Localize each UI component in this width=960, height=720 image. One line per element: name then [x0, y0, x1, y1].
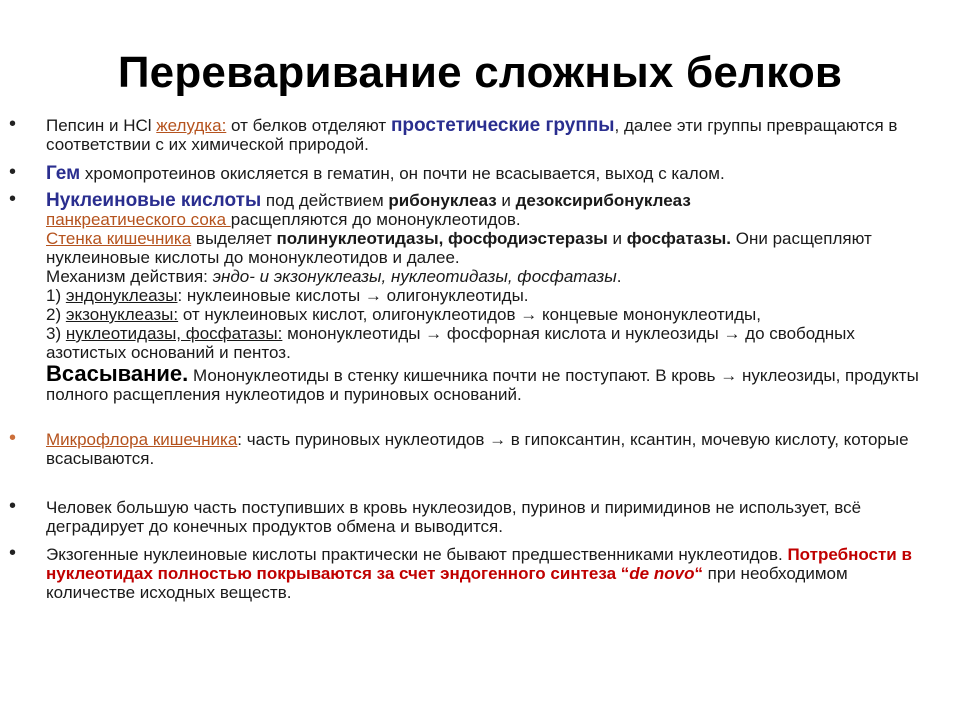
enzyme-ribonuclease: рибонуклеаз — [388, 191, 497, 210]
bullet-item-heme — [9, 161, 926, 184]
text: Пепсин и HCl — [46, 116, 157, 135]
bullet-dot-icon: • — [9, 427, 17, 449]
link-intestinal-microflora[interactable]: Микрофлора кишечника — [46, 430, 238, 449]
bullet-dot-icon: • — [9, 113, 17, 135]
absorption-paragraph — [46, 361, 926, 404]
bullet-dot-icon: • — [9, 188, 17, 210]
step-text: мононуклеотиды → фосфорная кислота и нуклеозиды → до свободных азотистых оснований и пентоз. — [46, 324, 855, 362]
line — [46, 191, 926, 210]
highlight-text: Потребности в нуклеотидах полностью покрываются за счет эндогенного синтеза “ — [46, 545, 912, 583]
mechanism-line — [46, 267, 926, 286]
text: , далее эти группы превращаются в соответствии с их химической природой. — [46, 116, 898, 154]
line — [46, 210, 926, 229]
text: : часть пуриновых нуклеотидов → в гипоксантин, ксантин, мочевую кислоту, которые всасываются. — [46, 430, 909, 468]
mechanism-items: эндо- и экзонуклеазы, нуклеотидазы, фосфатазы — [212, 267, 617, 286]
enzyme-deoxyribonuclease: дезоксирибонуклеаз — [515, 191, 691, 210]
bullet-item-exogenous — [9, 542, 926, 602]
bullet-item-human — [9, 495, 926, 536]
bullet-dot-icon: • — [9, 161, 17, 183]
link-stomach[interactable]: желудка: — [156, 116, 227, 135]
bullet-dot-icon: • — [9, 495, 17, 517]
text: Человек большую часть поступивших в кровь нуклеозидов, пуринов и пиримидинов не использует, всё деградирует до конечных продуктов обмена и выводится. — [46, 498, 862, 536]
step-number: 2) — [46, 305, 66, 324]
enzyme-phosphatases: фосфатазы. — [626, 229, 732, 248]
bullet-item-pepsin — [9, 113, 926, 154]
text: при необходимом количестве исходных веществ. — [46, 564, 848, 602]
step-number: 1) — [46, 286, 66, 305]
text: Механизм действия: — [46, 267, 213, 286]
text: хромопротеинов окисляется в гематин, он почти не всасывается, выход с калом. — [80, 164, 725, 183]
absorption-text: Мононуклеотиды в стенку кишечника почти не поступают. В кровь → нуклеозиды, продукты полного расщепления нуклеотидов и пуриновых оснований. — [46, 366, 919, 404]
term-nucleic-acids: Нуклеиновые кислоты — [46, 190, 262, 211]
text: Экзогенные нуклеиновые кислоты практически не бывают предшественниками нуклеотидов. — [46, 545, 788, 564]
bullet-dot-icon: • — [9, 542, 17, 564]
enzyme-polynucleotidases: полинуклеотидазы, фосфодиэстеразы — [276, 229, 608, 248]
text: и — [496, 191, 516, 210]
bullet-item-nucleic-acids — [9, 188, 926, 404]
step-1 — [46, 286, 926, 305]
highlight-quote: “ — [694, 564, 703, 583]
text: Они расщепляют нуклеиновые кислоты до мононуклеотидов и далее. — [46, 229, 872, 267]
step-3 — [46, 324, 926, 362]
text: выделяет — [191, 229, 277, 248]
step-number: 3) — [46, 324, 66, 343]
term-prosthetic-groups: простетические группы — [390, 115, 615, 136]
step-name-nucleotidases: нуклеотидазы, фосфатазы: — [65, 324, 283, 343]
text: от белков отделяют — [226, 116, 391, 135]
step-text: : нуклеиновые кислоты → олигонуклеотиды. — [177, 286, 529, 305]
text: и — [607, 229, 627, 248]
absorption-label: Всасывание. — [46, 361, 189, 386]
step-text: от нуклеиновых кислот, олигонуклеотидов → концевые мононуклеотиды, — [178, 305, 761, 324]
line — [46, 229, 926, 267]
text: под действием — [261, 191, 389, 210]
link-pancreatic-juice[interactable]: панкреатического сока — [46, 210, 231, 229]
step-2 — [46, 305, 926, 324]
term-heme: Гем — [46, 163, 81, 184]
step-name-endonucleases: эндонуклеазы — [65, 286, 178, 305]
link-intestinal-wall[interactable]: Стенка кишечника — [46, 229, 192, 248]
step-name-exonucleases: экзонуклеазы: — [65, 305, 179, 324]
text: . — [616, 267, 622, 286]
bullet-item-microflora — [9, 427, 926, 468]
de-novo-term: de novo — [629, 564, 695, 583]
slide-title: Переваривание сложных белков — [117, 48, 843, 97]
text: расщепляются до мононуклеотидов. — [230, 210, 521, 229]
